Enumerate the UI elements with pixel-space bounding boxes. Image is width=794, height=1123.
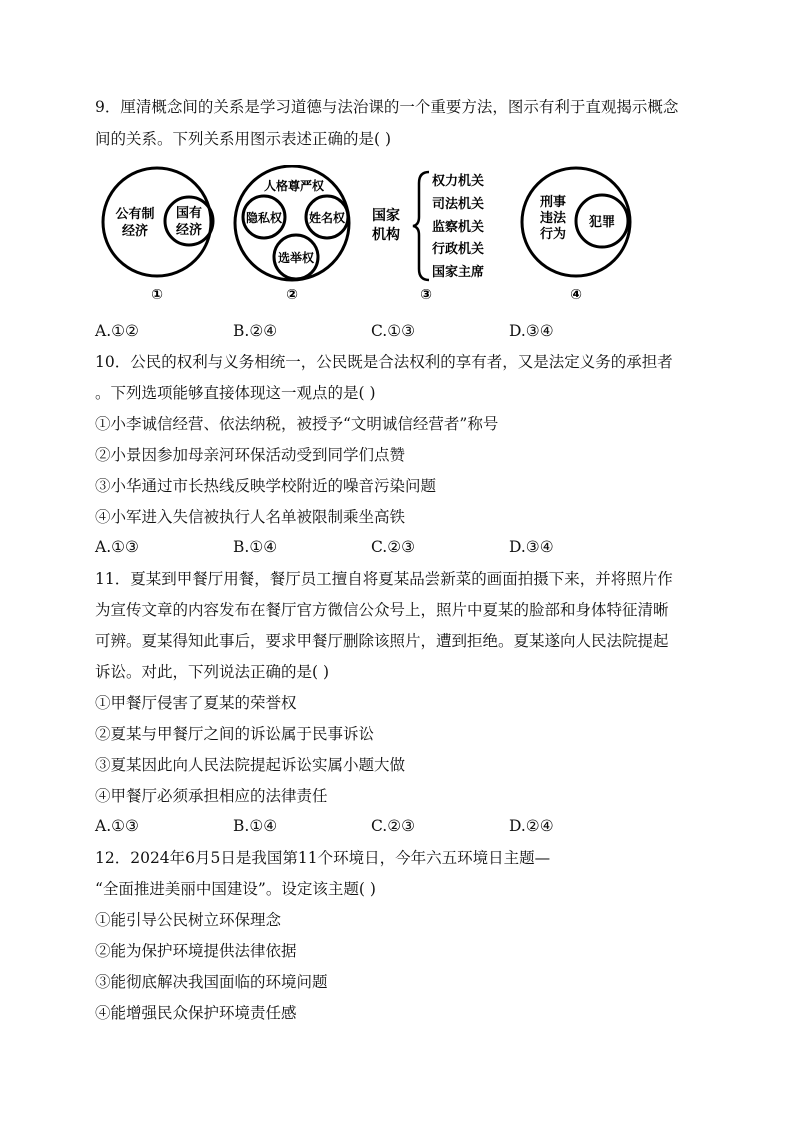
q10-item-4: ④小军进入失信被执行人名单被限制乘坐高铁 bbox=[95, 508, 406, 526]
d2-left-label: 隐私权 bbox=[245, 211, 283, 225]
d2-bottom-label: 选举权 bbox=[277, 251, 315, 265]
q9-diagram-figure bbox=[95, 165, 655, 315]
q10-item-2: ②小景因参加母亲河环保活动受到同学们点赞 bbox=[95, 446, 406, 464]
q10-item-1: ①小李诚信经营、依法纳税，被授予“文明诚信经营者”称号 bbox=[95, 415, 499, 433]
q10-option-a[interactable]: A.①③ bbox=[95, 538, 139, 556]
q11-stem-line3: 可辨。夏某得知此事后，要求甲餐厅删除该照片，遭到拒绝。夏某遂向人民法院提起 bbox=[95, 632, 669, 650]
q11-option-c[interactable]: C.②③ bbox=[371, 817, 416, 835]
q9-option-c[interactable]: C.①③ bbox=[371, 322, 416, 340]
q11-item-4: ④甲餐厅必须承担相应的法律责任 bbox=[95, 787, 328, 805]
d4-number-label: ④ bbox=[570, 287, 582, 303]
d3-item-label: 监察机关 bbox=[432, 220, 485, 235]
d1-inner-label: 国有经济 bbox=[175, 206, 203, 238]
q12-stem-line1: 12．2024年6月5日是我国第11个环境日，今年六五环境日主题— bbox=[95, 849, 551, 867]
d1-outer-label: 公有制经济 bbox=[115, 207, 155, 239]
d3-item-label: 司法机关 bbox=[432, 197, 485, 212]
d3-number-label: ③ bbox=[420, 287, 432, 303]
q11-stem-line4: 诉讼。对此，下列说法正确的是( ) bbox=[95, 663, 330, 681]
d4-inner-label: 犯罪 bbox=[588, 215, 616, 230]
q9-option-b[interactable]: B.②④ bbox=[233, 322, 278, 340]
q11-option-a[interactable]: A.①③ bbox=[95, 817, 139, 835]
diagram-2 bbox=[235, 166, 349, 303]
q12-item-1: ①能引导公民树立环保理念 bbox=[95, 911, 282, 929]
q11-item-3: ③夏某因此向人民法院提起诉讼实属小题大做 bbox=[95, 756, 406, 774]
d2-right-label: 姓名权 bbox=[308, 211, 346, 225]
d4-outer-label: 刑事违法行为 bbox=[539, 195, 567, 242]
d3-item-label: 国家主席 bbox=[432, 265, 485, 280]
q12-item-2: ②能为保护环境提供法律依据 bbox=[95, 942, 297, 960]
q11-options bbox=[95, 817, 715, 837]
d2-number-label: ② bbox=[286, 287, 298, 303]
q11-item-2: ②夏某与甲餐厅之间的诉讼属于民事诉讼 bbox=[95, 725, 375, 743]
d3-head-label: 国家机构 bbox=[372, 208, 400, 243]
d3-item-label: 行政机关 bbox=[432, 242, 485, 257]
q11-stem-line2: 为宣传文章的内容发布在餐厅官方微信公众号上，照片中夏某的脸部和身体特征清晰 bbox=[95, 601, 669, 619]
d1-number-label: ① bbox=[151, 287, 163, 303]
d3-item-label: 权力机关 bbox=[432, 174, 485, 189]
d2-top-label: 人格尊严权 bbox=[263, 179, 325, 193]
q10-item-3: ③小华通过市长热线反映学校附近的噪音污染问题 bbox=[95, 477, 437, 495]
q10-stem-line2: 。下列选项能够直接体现这一观点的是( ) bbox=[95, 384, 376, 402]
q10-option-b[interactable]: B.①④ bbox=[233, 538, 278, 556]
q9-option-d[interactable]: D.③④ bbox=[509, 322, 554, 340]
q9-options bbox=[95, 322, 715, 342]
diagram-4 bbox=[522, 168, 630, 303]
q9-stem-line2: 间的关系。下列关系用图示表述正确的是( ) bbox=[95, 130, 392, 148]
q10-stem-line1: 10．公民的权利与义务相统一，公民既是合法权利的享有者，又是法定义务的承担者 bbox=[95, 353, 673, 371]
diagram-1 bbox=[103, 168, 213, 303]
q11-option-d[interactable]: D.②④ bbox=[509, 817, 554, 835]
q10-options bbox=[95, 538, 715, 558]
q12-item-3: ③能彻底解决我国面临的环境问题 bbox=[95, 973, 328, 991]
q12-item-4: ④能增强民众保护环境责任感 bbox=[95, 1004, 297, 1022]
q9-stem-line1: 9．厘清概念间的关系是学习道德与法治课的一个重要方法，图示有利于直观揭示概念 bbox=[95, 98, 679, 116]
q9-option-a[interactable]: A.①② bbox=[95, 322, 139, 340]
diagram-3 bbox=[372, 172, 484, 303]
q11-item-1: ①甲餐厅侵害了夏某的荣誉权 bbox=[95, 694, 297, 712]
q10-option-d[interactable]: D.③④ bbox=[509, 538, 554, 556]
q12-stem-line2: “全面推进美丽中国建设”。设定该主题( ) bbox=[95, 880, 376, 898]
q11-stem-line1: 11．夏某到甲餐厅用餐，餐厅员工擅自将夏某品尝新菜的画面拍摄下来，并将照片作 bbox=[95, 570, 673, 588]
q10-option-c[interactable]: C.②③ bbox=[371, 538, 416, 556]
q11-option-b[interactable]: B.①④ bbox=[233, 817, 278, 835]
